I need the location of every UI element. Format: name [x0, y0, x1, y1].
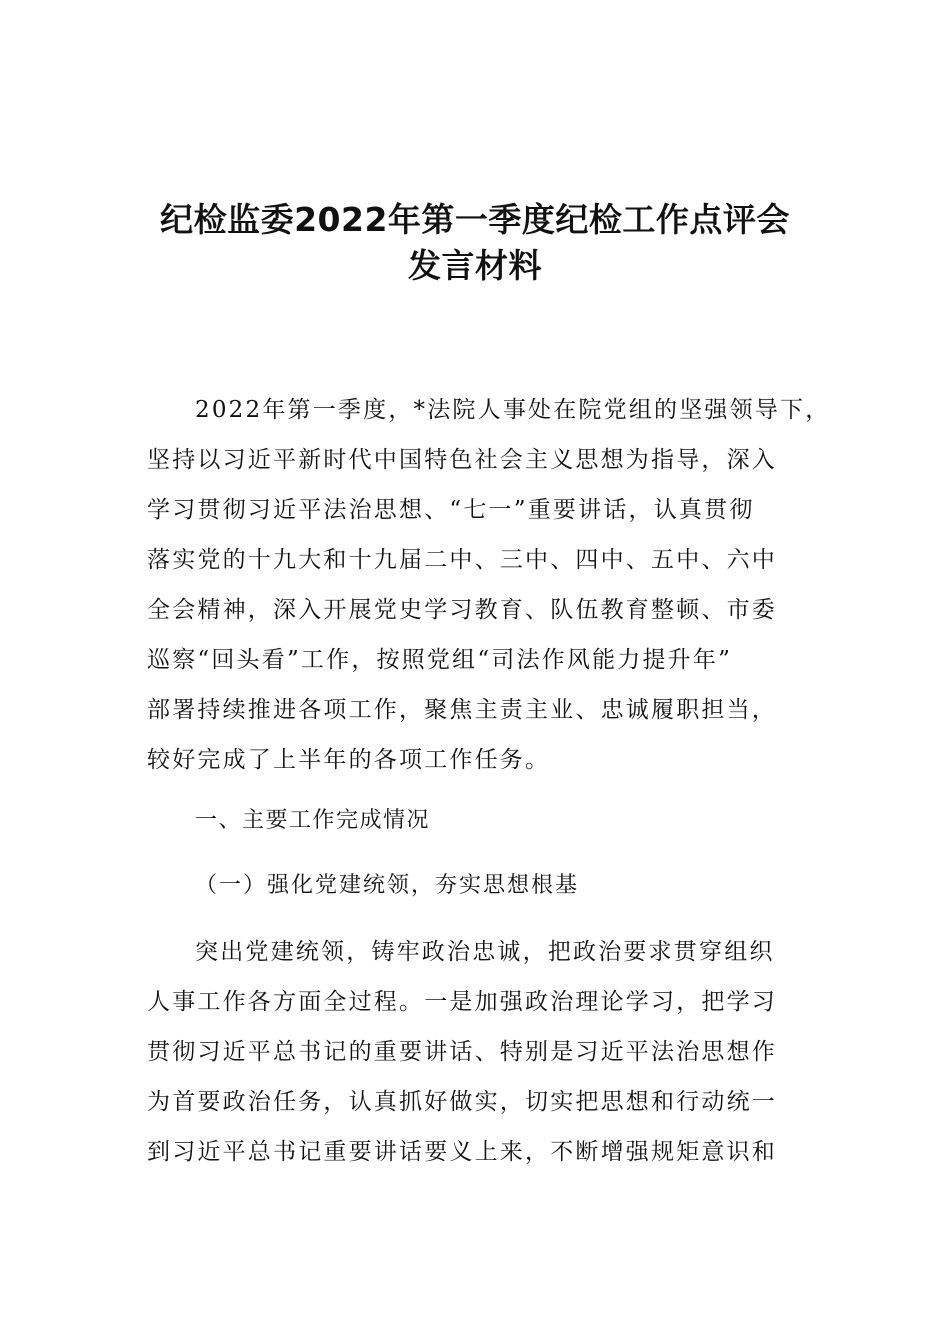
paragraph-line: 部署持续推进各项工作，聚焦主责主业、忠诚履职担当，: [147, 697, 777, 723]
paragraph-line: 巡察“回头看”工作，按照党组“司法作风能力提升年”: [147, 647, 733, 673]
paragraph-line: 坚持以习近平新时代中国特色社会主义思想为指导，深入: [147, 447, 777, 473]
paragraph-line: 学习贯彻习近平法治思想、“七一”重要讲话，认真贯彻: [147, 497, 755, 523]
paragraph-line: 较好完成了上半年的各项工作任务。: [147, 747, 551, 773]
paragraph-line: 贯彻习近平总书记的重要讲话、特别是习近平法治思想作: [147, 1039, 777, 1065]
paragraph-line: 为首要政治任务，认真抓好做实，切实把思想和行动统一: [147, 1089, 777, 1115]
section-paragraph: [147, 927, 817, 1177]
document-title-line-2: 发言材料: [408, 246, 542, 285]
paragraph-line: 2022年第一季度，*法院人事处在院党组的坚强领导下，: [195, 397, 831, 423]
intro-paragraph: [147, 385, 831, 785]
paragraph-line: 人事工作各方面全过程。一是加强政治理论学习，把学习: [147, 989, 777, 1015]
paragraph-line: 突出党建统领，铸牢政治忠诚，把政治要求贯穿组织: [195, 939, 775, 965]
document-title-line-1: 纪检监委2022年第一季度纪检工作点评会: [160, 200, 790, 239]
section-subheading: （一）强化党建统领，夯实思想根基: [195, 873, 580, 898]
section-heading: 一、主要工作完成情况: [195, 808, 431, 833]
paragraph-line: 到习近平总书记重要讲话要义上来，不断增强规矩意识和: [147, 1139, 777, 1165]
paragraph-line: 落实党的十九大和十九届二中、三中、四中、五中、六中: [147, 547, 777, 573]
paragraph-line: 全会精神，深入开展党史学习教育、队伍教育整顿、市委: [147, 597, 777, 623]
